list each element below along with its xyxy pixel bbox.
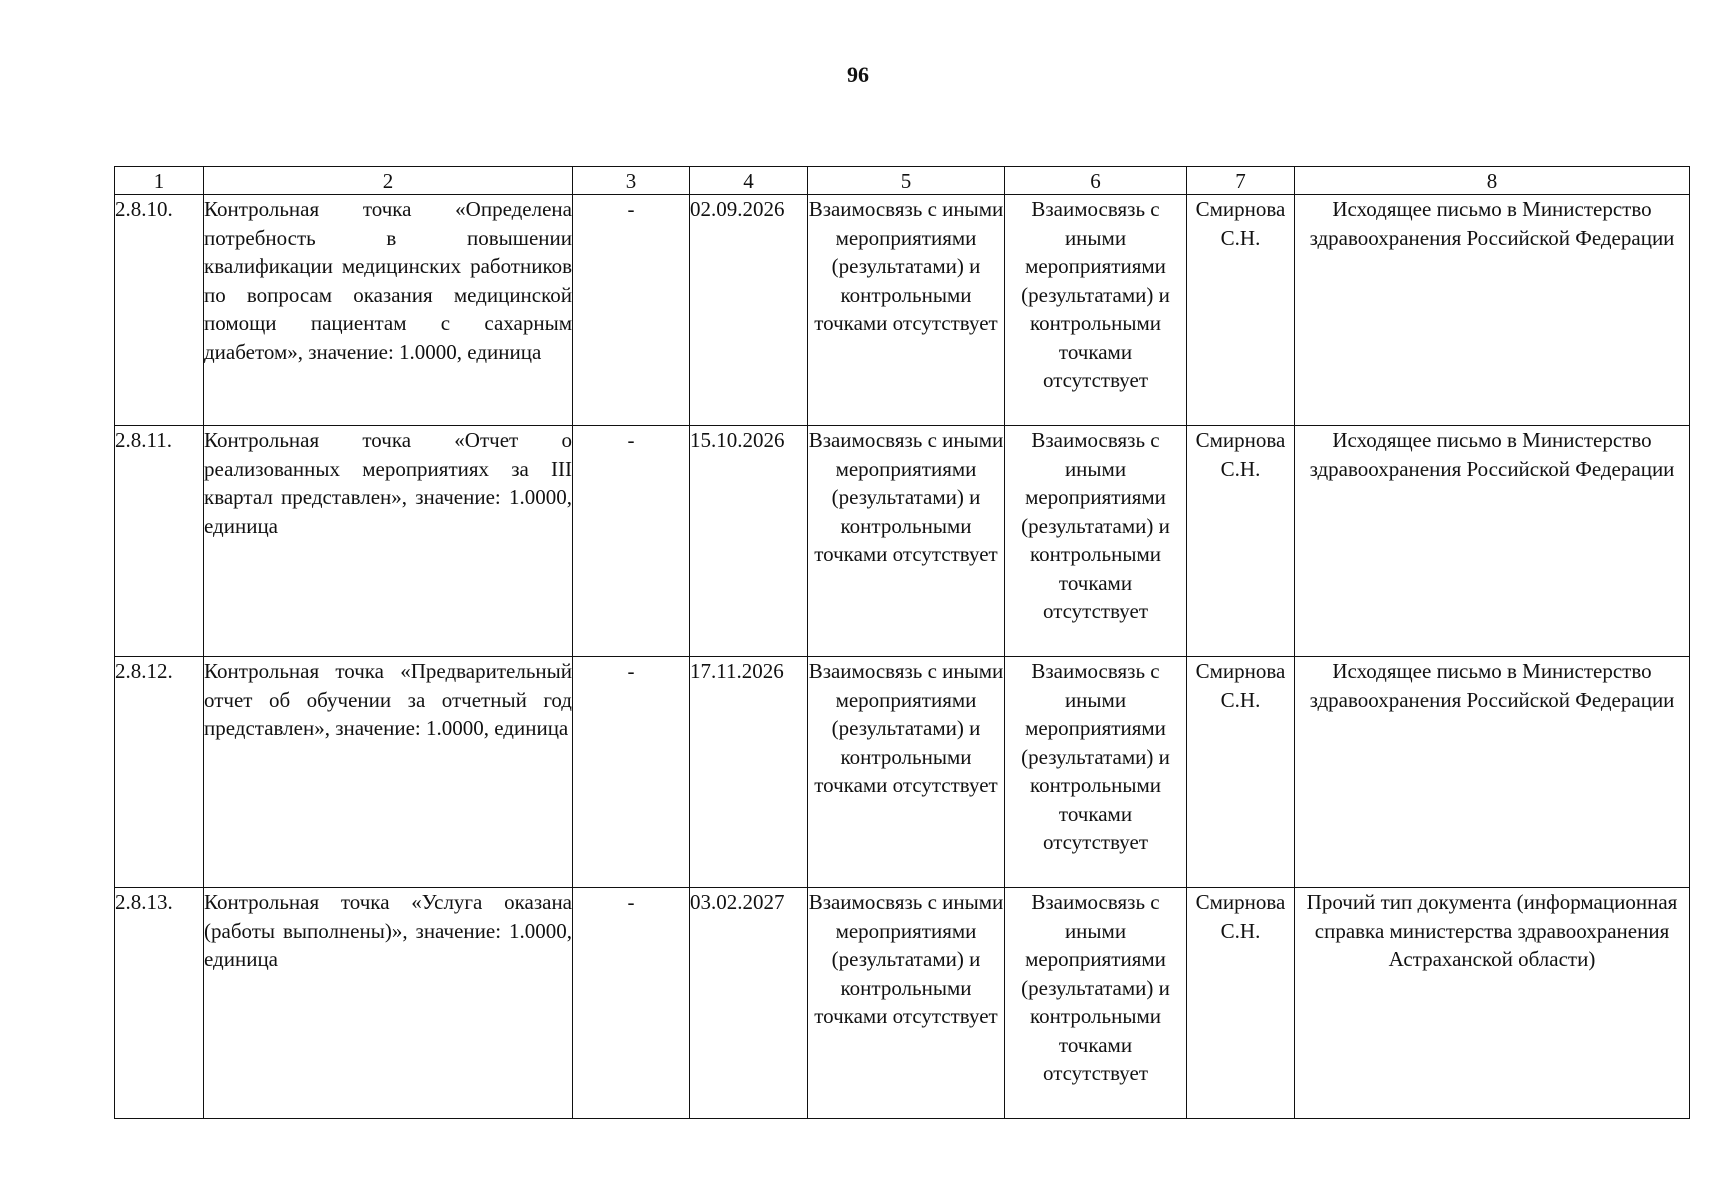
table-row — [115, 426, 1690, 657]
confirming-document: Исходящее письмо в Министерство здравоохранения Российской Федерации — [1295, 426, 1690, 657]
relation-column-6: Взаимосвязь с иными мероприятиями (результатами) и контрольными точками отсутствует — [1005, 657, 1187, 888]
row-number: 2.8.12. — [115, 657, 204, 888]
control-point-description: Контрольная точка «Услуга оказана (работы выполнены)», значение: 1.0000, единица — [204, 888, 573, 1119]
column-3-value: - — [573, 657, 690, 888]
control-point-description: Контрольная точка «Предварительный отчет об обучении за отчетный год представлен», значение: 1.0000, единица — [204, 657, 573, 888]
column-3-value: - — [573, 195, 690, 426]
relation-column-5: Взаимосвязь с иными мероприятиями (результатами) и контрольными точками отсутствует — [808, 426, 1005, 657]
relation-column-5: Взаимосвязь с иными мероприятиями (результатами) и контрольными точками отсутствует — [808, 195, 1005, 426]
page-number: 96 — [847, 62, 869, 87]
table-row — [115, 195, 1690, 426]
column-header: 2 — [204, 167, 573, 195]
header-row — [115, 167, 1690, 195]
relation-column-6: Взаимосвязь с иными мероприятиями (результатами) и контрольными точками отсутствует — [1005, 426, 1187, 657]
table-row — [115, 657, 1690, 888]
responsible-person: Смирнова С.Н. — [1187, 195, 1295, 426]
column-3-value: - — [573, 888, 690, 1119]
control-points-table — [114, 166, 1690, 1119]
table-row — [115, 888, 1690, 1119]
due-date: 03.02.2027 — [690, 888, 808, 1119]
column-3-value: - — [573, 426, 690, 657]
relation-column-5: Взаимосвязь с иными мероприятиями (результатами) и контрольными точками отсутствует — [808, 657, 1005, 888]
confirming-document: Исходящее письмо в Министерство здравоохранения Российской Федерации — [1295, 657, 1690, 888]
due-date: 15.10.2026 — [690, 426, 808, 657]
responsible-person: Смирнова С.Н. — [1187, 426, 1295, 657]
row-number: 2.8.13. — [115, 888, 204, 1119]
row-number: 2.8.11. — [115, 426, 204, 657]
due-date: 17.11.2026 — [690, 657, 808, 888]
column-header: 3 — [573, 167, 690, 195]
responsible-person: Смирнова С.Н. — [1187, 888, 1295, 1119]
relation-column-5: Взаимосвязь с иными мероприятиями (результатами) и контрольными точками отсутствует — [808, 888, 1005, 1119]
control-point-description: Контрольная точка «Определена потребность в повышении квалификации медицинских работников по вопросам оказания медицинской помощи пациентам с сахарным диабетом», значение: 1.0000, единица — [204, 195, 573, 426]
row-number: 2.8.10. — [115, 195, 204, 426]
column-header: 6 — [1005, 167, 1187, 195]
responsible-person: Смирнова С.Н. — [1187, 657, 1295, 888]
column-header: 8 — [1295, 167, 1690, 195]
confirming-document: Исходящее письмо в Министерство здравоохранения Российской Федерации — [1295, 195, 1690, 426]
column-header: 7 — [1187, 167, 1295, 195]
relation-column-6: Взаимосвязь с иными мероприятиями (результатами) и контрольными точками отсутствует — [1005, 195, 1187, 426]
relation-column-6: Взаимосвязь с иными мероприятиями (результатами) и контрольными точками отсутствует — [1005, 888, 1187, 1119]
column-header: 5 — [808, 167, 1005, 195]
column-header: 1 — [115, 167, 204, 195]
control-point-description: Контрольная точка «Отчет о реализованных мероприятиях за III квартал представлен», значение: 1.0000, единица — [204, 426, 573, 657]
confirming-document: Прочий тип документа (информационная справка министерства здравоохранения Астраханской области) — [1295, 888, 1690, 1119]
column-header: 4 — [690, 167, 808, 195]
due-date: 02.09.2026 — [690, 195, 808, 426]
